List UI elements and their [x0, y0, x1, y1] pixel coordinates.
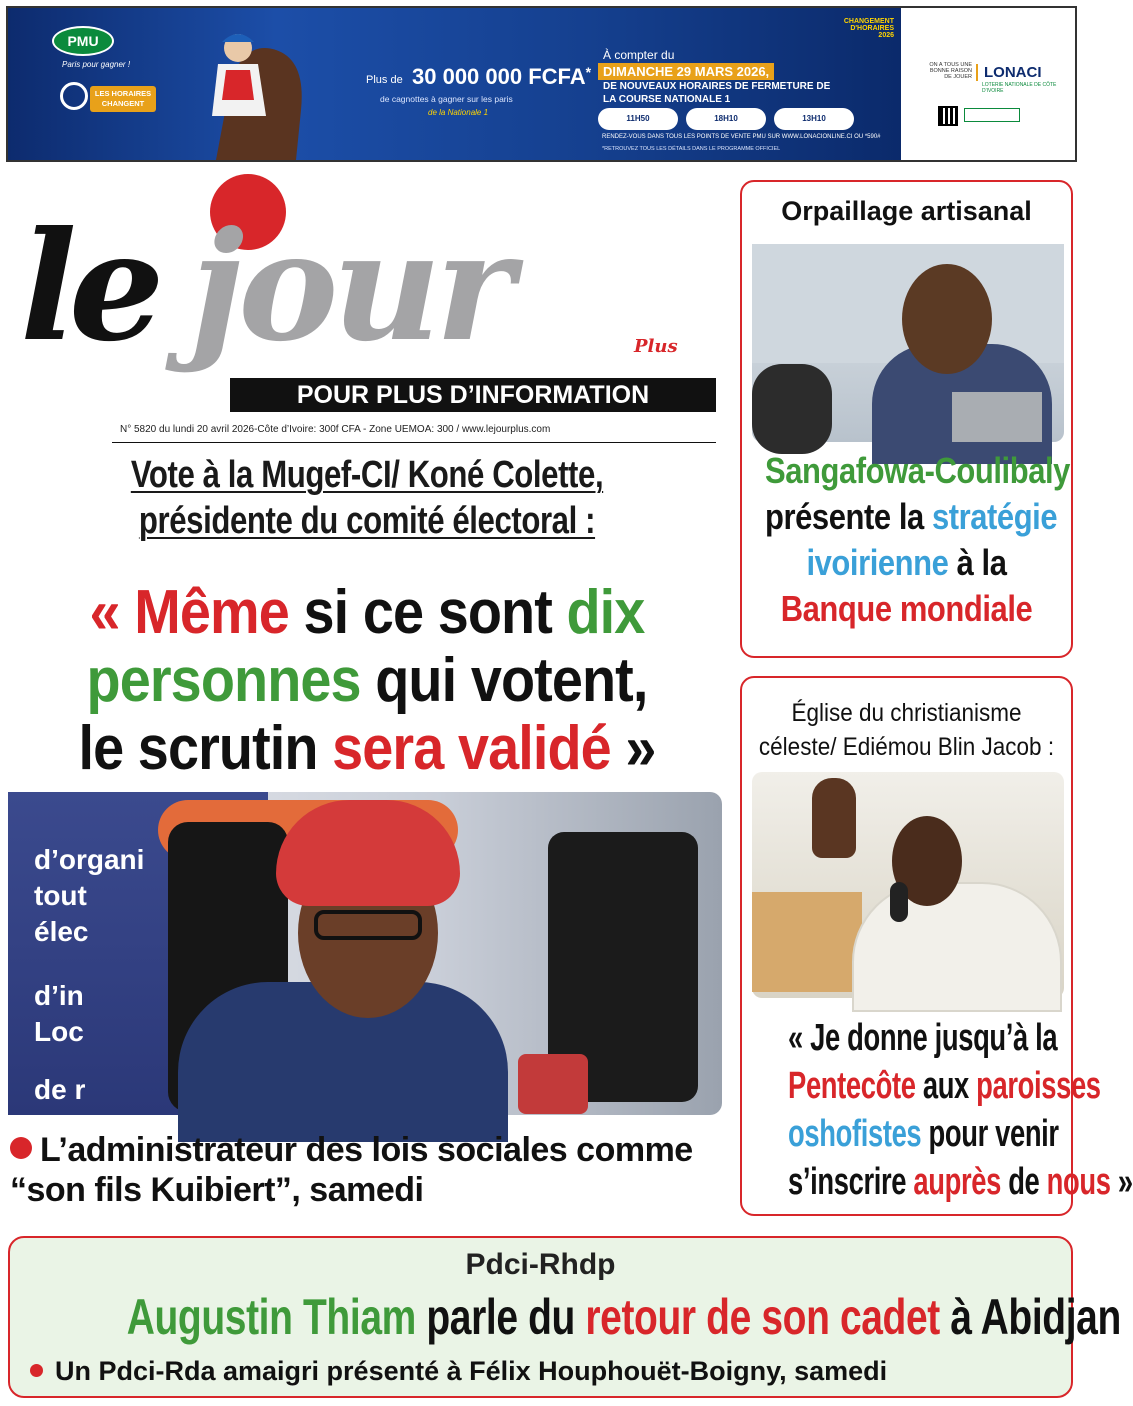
headline-line: présente la stratégie — [765, 496, 1058, 537]
headline-line: ivoirienne à la — [806, 542, 1007, 583]
headline-line: oshofistes pour venir — [788, 1113, 1059, 1155]
quote-word: Même — [134, 578, 289, 647]
backdrop-text: d’organi — [34, 844, 145, 875]
side-story-headline — [742, 1014, 1133, 1206]
headline-line: Pentecôte aux paroisses — [788, 1065, 1101, 1107]
edition-info: N° 5820 du lundi 20 avril 2026-Côte d’Ivoire: 300f CFA - Zone UEMOA: 300 / www.lejourplus.com — [120, 424, 551, 435]
bullet-dot-icon — [30, 1364, 43, 1377]
side-story-photo — [752, 244, 1064, 442]
time-slot: 18H10 — [686, 108, 766, 130]
lonaci-subtitle: LOTERIE NATIONALE DE CÔTE D'IVOIRE — [982, 82, 1057, 94]
speaker-headwrap — [276, 800, 460, 906]
pmu-slogan: Paris pour gagner ! — [62, 60, 131, 69]
ad-announcement: DE NOUVEAUX HORAIRES DE FERMETURE DE LA COURSE NATIONALE 1 — [603, 81, 831, 105]
jackpot-amount: 30 000 000 FCFA* — [412, 64, 592, 89]
quote-word: qui votent, — [360, 646, 648, 715]
side-story-photo — [752, 772, 1064, 998]
laptop-icon — [952, 392, 1042, 442]
side-story-eglise[interactable] — [740, 676, 1133, 1216]
ad-details-text: *RETROUVEZ TOUS LES DÉTAILS DANS LE PROGRAMME OFFICIEL — [602, 146, 781, 152]
quote-open: « — [89, 578, 135, 647]
bonne-raison-text: ON A TOUS UNE BONNE RAISON DE JOUER — [929, 62, 972, 80]
bottom-bullet: Un Pdci-Rda amaigri présenté à Félix Houphouët-Boigny, samedi — [30, 1354, 1070, 1388]
horaires-badge: LES HORAIRES CHANGENT — [90, 86, 156, 112]
time-slot: 13H10 — [774, 108, 854, 130]
quote-word: personnes — [86, 646, 361, 715]
main-kicker-line1: Vote à la Mugef-CI/ Koné Colette, — [130, 454, 604, 496]
headline-line: « Je donne jusqu’à la — [788, 1017, 1058, 1059]
side-story-headline — [742, 448, 1071, 632]
changement-badge: CHANGEMENT D'HORAIRES 2026 — [843, 18, 894, 39]
quote-word: sera validé — [332, 714, 611, 783]
backdrop-text: tout — [34, 880, 87, 911]
bottom-kicker: Pdci-Rhdp — [465, 1248, 616, 1281]
main-story-bullet: L’administrateur des lois sociales comme “son fils Kuibiert”, samedi — [10, 1131, 693, 1209]
masthead-tagline: POUR PLUS D’INFORMATION — [230, 378, 716, 412]
nationale-label: de la Nationale 1 — [428, 108, 489, 117]
photo-person — [752, 364, 832, 454]
top-ad-banner[interactable] — [6, 6, 1077, 162]
amount-subtitle: de cagnottes à gagner sur les paris — [380, 94, 513, 104]
headline-line: Sangafowa-Coulibaly — [765, 450, 1070, 491]
raised-hand-icon — [812, 778, 856, 858]
partner-logo-icon — [964, 108, 1020, 122]
time-slot: 11H50 — [598, 108, 678, 130]
jockey-horse-image — [176, 20, 326, 160]
quote-close: » — [610, 714, 656, 783]
backdrop-text: élec — [34, 916, 89, 947]
lonaci-logo: LONACI — [976, 64, 1042, 81]
microphone-icon — [890, 882, 908, 922]
amount-prefix: Plus de — [366, 74, 403, 86]
photo-face — [902, 264, 992, 374]
bottom-story-pdci[interactable] — [8, 1236, 1121, 1398]
quote-word: si ce sont — [288, 578, 567, 647]
quote-word: dix — [566, 578, 645, 647]
a-compter-label: À compter du — [603, 48, 675, 62]
side-story-label: Orpaillage artisanal — [781, 196, 1032, 226]
photo-robe — [852, 882, 1062, 1012]
backdrop-text: de r — [34, 1074, 86, 1105]
main-kicker-line2: présidente du comité électoral : — [138, 500, 596, 542]
photo-rail — [752, 892, 862, 992]
ad-date: DIMANCHE 29 MARS 2026, — [598, 63, 774, 80]
time-slots — [598, 108, 854, 130]
side-story-orpaillage[interactable] — [740, 180, 1073, 658]
ad-rdv-text: RENDEZ-VOUS DANS TOUS LES POINTS DE VENTE PMU SUR WWW.LONACIONLINE.CI OU *590# — [602, 134, 881, 140]
backdrop-text: Loc — [34, 1016, 84, 1047]
quote-word: le scrutin — [78, 714, 333, 783]
masthead-divider — [112, 442, 716, 443]
main-story-photo[interactable] — [8, 792, 722, 1115]
main-quote-line2 — [37, 648, 698, 714]
logo-le: le — [20, 199, 157, 375]
headline-line: s’inscrire auprès de nous » — [788, 1161, 1133, 1203]
pmu-logo: PMU — [52, 26, 114, 56]
bullet-dot-icon — [10, 1137, 32, 1159]
main-quote-line1 — [37, 580, 698, 646]
logo-jour: jour — [190, 199, 509, 375]
qr-code-icon — [938, 106, 958, 126]
side-story-label: Église du christianisme céleste/ Ediémou Blin Jacob : — [758, 699, 1055, 761]
main-quote-line3 — [37, 716, 698, 782]
logo-plus: Plus — [634, 336, 678, 357]
glasses-icon — [314, 910, 422, 940]
bottom-headline: Augustin Thiam parle du retour de son cadet à Abidjan — [126, 1289, 1121, 1345]
headline-line: Banque mondiale — [780, 588, 1033, 629]
backdrop-text: d’in — [34, 980, 84, 1011]
clock-icon — [60, 82, 88, 110]
microphone-icon — [518, 1054, 588, 1114]
